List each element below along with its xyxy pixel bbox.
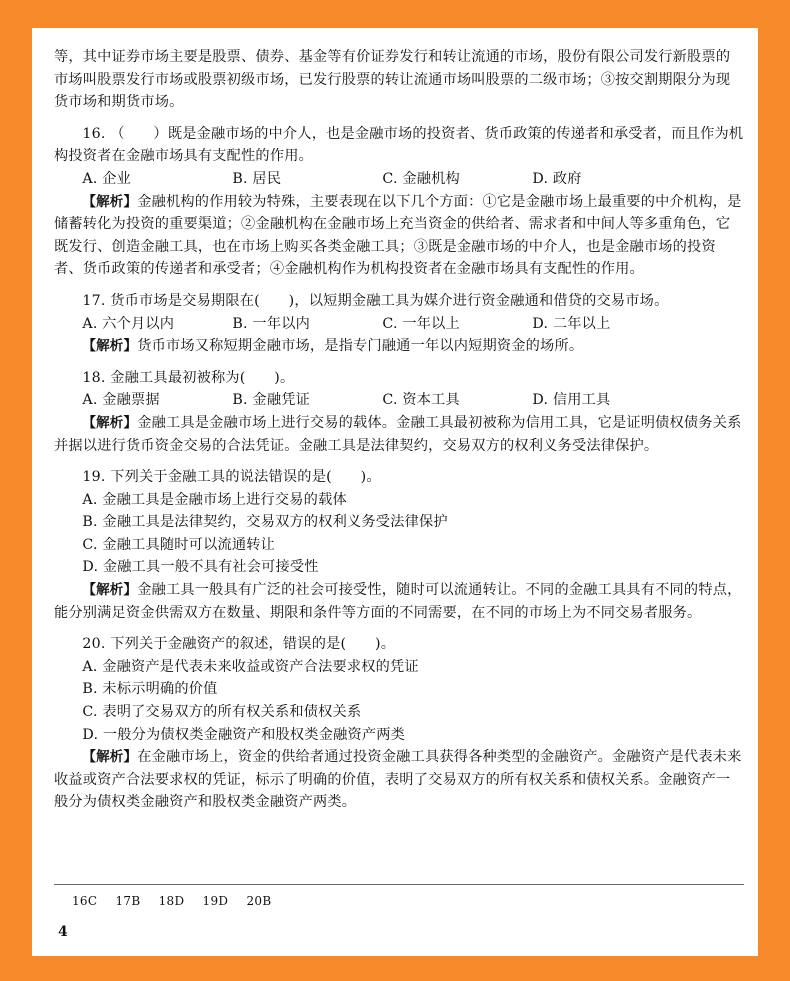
option-d: D. 政府 [532,170,582,187]
explanation [54,746,744,814]
question-20 [54,633,744,814]
explanation [54,412,744,457]
option-b: B. 一年以内 [232,315,310,332]
explanation-text: 在金融市场上，资金的供给者通过投资金融工具获得各种类型的金融资产。金融资产是代表未来收益或资产合法要求权的凭证，标示了明确的价值，表明了交易双方的所有权关系和债权关系。金融资产一般分为债权类金融资产和股权类金融资产两类。 [54,749,742,811]
option-c: C. 金融机构 [382,170,460,187]
option-a: A. 金融工具是金融市场上进行交易的载体 [82,491,347,508]
option-a: A. 金融资产是代表未来收益或资产合法要求权的凭证 [82,658,419,675]
options-row [54,389,744,412]
explanation-label: 【解析】 [82,414,138,431]
option-c: C. 表明了交易双方的所有权关系和债权关系 [82,704,362,721]
options-row [54,313,744,336]
question-19 [54,466,744,624]
page-number: 4 [58,924,68,940]
answer-19: 19D [202,894,229,908]
option-d: D. 一般分为债权类金融资产和股权类金融资产两类 [82,726,406,743]
explanation-text: 金融机构的作用较为特殊，主要表现在以下几个方面：①它是金融市场上最重要的中介机构，是储蓄转化为投资的重要渠道；②金融机构在金融市场上充当资金的供给者、需求者和中间人等多重角色，它既发行、创造金融工具，也在市场上购买各类金融工具；③既是金融市场的中介人，也是金融市场的投资者、货币政策的传递者和承受者；④金融机构作为机构投资者在金融市场具有支配性的作用。 [54,193,742,278]
answer-key [72,894,285,908]
answer-18: 18D [158,894,185,908]
option-a: A. 六个月以内 [82,315,175,332]
document-page [32,28,758,956]
option-d: D. 信用工具 [532,392,611,409]
explanation-label: 【解析】 [82,749,138,766]
answer-20: 20B [246,894,272,908]
answer-17: 17B [115,894,141,908]
option-d: D. 二年以上 [532,315,611,332]
question-stem: 18. 金融工具最初被称为( )。 [82,369,295,386]
answers-divider [54,884,744,885]
option-b: B. 未标示明确的价值 [82,681,218,698]
option-b: B. 金融凭证 [232,392,310,409]
option-b: B. 金融工具是法律契约，交易双方的权利义务受法律保护 [82,514,448,531]
options-row [54,168,744,191]
option-c: C. 金融工具随时可以流通转让 [82,536,276,553]
question-stem: 16. （ ）既是金融市场的中介人，也是金融市场的投资者、货币政策的传递者和承受者，而且作为机构投资者在金融市场具有支配性的作用。 [54,125,744,165]
question-18 [54,367,744,457]
question-16 [54,123,744,281]
question-stem: 20. 下列关于金融资产的叙述，错误的是( )。 [82,636,396,653]
option-c: C. 资本工具 [382,392,460,409]
question-stem: 17. 货币市场是交易期限在( )，以短期金融工具为媒介进行资金融通和借贷的交易市场。 [82,292,669,309]
explanation-label: 【解析】 [82,582,138,599]
answer-16: 16C [72,894,98,908]
question-17 [54,290,744,358]
intro-paragraph: 等，其中证券市场主要是股票、债券、基金等有价证券发行和转让流通的市场，股份有限公司发行新股票的市场叫股票发行市场或股票初级市场，已发行股票的转让流通市场叫股票的二级市场；③按交割期限分为现货市场和期货市场。 [54,49,731,111]
question-stem: 19. 下列关于金融工具的说法错误的是( )。 [82,469,381,486]
explanation-label: 【解析】 [82,193,138,210]
explanation-text: 金融工具是金融市场上进行交易的载体。金融工具最初被称为信用工具，它是证明债权债务关系并据以进行货币资金交易的合法凭证。金融工具是法律契约，交易双方的权利义务受法律保护。 [54,414,742,454]
option-d: D. 金融工具一般不具有社会可接受性 [82,559,319,576]
explanation [54,191,744,281]
option-c: C. 一年以上 [382,315,460,332]
explanation-label: 【解析】 [82,338,138,355]
option-b: B. 居民 [232,170,282,187]
option-a: A. 金融票据 [82,392,160,409]
explanation [54,335,744,358]
explanation-text: 货币市场又称短期金融市场，是指专门融通一年以内短期资金的场所。 [137,338,584,355]
option-a: A. 企业 [82,170,132,187]
explanation [54,579,744,624]
explanation-text: 金融工具一般具有广泛的社会可接受性，随时可以流通转让。不同的金融工具具有不同的特点，能分别满足资金供需双方在数量、期限和条件等方面的不同需要，在不同的市场上为不同交易者服务。 [54,582,742,621]
